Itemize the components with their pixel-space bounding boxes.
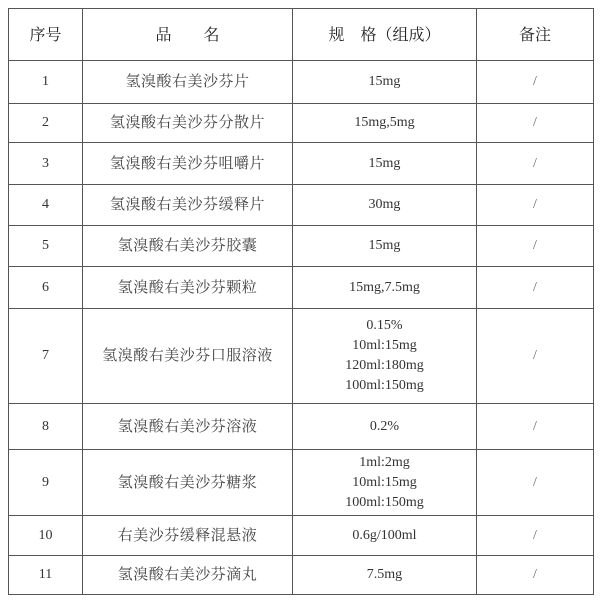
row-number: 1 bbox=[9, 61, 83, 104]
header-spec: 规 格（组成） bbox=[293, 9, 477, 61]
spec-line: 10ml:15mg bbox=[352, 338, 417, 353]
row-number: 6 bbox=[9, 267, 83, 309]
spec-line: 0.15% bbox=[366, 318, 403, 333]
specification bbox=[293, 267, 477, 309]
spec-line: 0.6g/100ml bbox=[352, 527, 417, 543]
spec-line: 7.5mg bbox=[366, 567, 403, 582]
spec-line: 15mg bbox=[368, 155, 401, 171]
remark: / bbox=[477, 61, 594, 104]
row-number: 7 bbox=[9, 309, 83, 404]
specification bbox=[293, 185, 477, 226]
table-row bbox=[9, 556, 594, 595]
product-name: 氢溴酸右美沙芬颗粒 bbox=[83, 267, 293, 309]
remark: / bbox=[477, 556, 594, 595]
spec-line: 30mg bbox=[368, 197, 401, 212]
table-row bbox=[9, 226, 594, 267]
remark: / bbox=[477, 450, 594, 516]
specification bbox=[293, 450, 477, 516]
specification bbox=[293, 226, 477, 267]
table-row bbox=[9, 143, 594, 185]
header-remark: 备注 bbox=[477, 9, 594, 61]
specification bbox=[293, 104, 477, 143]
spec-line: 10ml:15mg bbox=[352, 474, 417, 490]
drug-spec-table bbox=[8, 8, 594, 595]
remark: / bbox=[477, 404, 594, 450]
spec-line: 15mg,5mg bbox=[354, 115, 415, 130]
specification bbox=[293, 516, 477, 556]
table-row bbox=[9, 516, 594, 556]
spec-line: 15mg bbox=[368, 74, 401, 89]
row-number: 10 bbox=[9, 516, 83, 556]
product-name: 氢溴酸右美沙芬片 bbox=[83, 61, 293, 104]
specification bbox=[293, 61, 477, 104]
row-number: 11 bbox=[9, 556, 83, 595]
spec-line: 0.2% bbox=[369, 418, 400, 434]
product-name: 氢溴酸右美沙芬缓释片 bbox=[83, 185, 293, 226]
row-number: 3 bbox=[9, 143, 83, 185]
product-name: 氢溴酸右美沙芬咀嚼片 bbox=[83, 143, 293, 185]
spec-line: 15mg,7.5mg bbox=[349, 279, 420, 295]
spec-line: 15mg bbox=[368, 238, 401, 253]
specification bbox=[293, 309, 477, 404]
spec-line: 1ml:2mg bbox=[359, 454, 410, 470]
remark: / bbox=[477, 185, 594, 226]
remark: / bbox=[477, 104, 594, 143]
spec-line: 100ml:150mg bbox=[345, 378, 424, 393]
remark: / bbox=[477, 226, 594, 267]
product-name: 氢溴酸右美沙芬溶液 bbox=[83, 404, 293, 450]
spec-line: 120ml:180mg bbox=[345, 358, 424, 373]
spec-line: 100ml:150mg bbox=[345, 494, 424, 510]
product-name: 氢溴酸右美沙芬滴丸 bbox=[83, 556, 293, 595]
specification bbox=[293, 556, 477, 595]
remark: / bbox=[477, 516, 594, 556]
product-name: 氢溴酸右美沙芬口服溶液 bbox=[83, 309, 293, 404]
table-row bbox=[9, 309, 594, 404]
remark: / bbox=[477, 309, 594, 404]
remark: / bbox=[477, 143, 594, 185]
specification bbox=[293, 143, 477, 185]
row-number: 8 bbox=[9, 404, 83, 450]
row-number: 2 bbox=[9, 104, 83, 143]
table-row bbox=[9, 450, 594, 516]
row-number: 5 bbox=[9, 226, 83, 267]
table-row bbox=[9, 267, 594, 309]
table-row bbox=[9, 61, 594, 104]
table-row bbox=[9, 185, 594, 226]
remark: / bbox=[477, 267, 594, 309]
row-number: 9 bbox=[9, 450, 83, 516]
header-no: 序号 bbox=[9, 9, 83, 61]
row-number: 4 bbox=[9, 185, 83, 226]
product-name: 氢溴酸右美沙芬分散片 bbox=[83, 104, 293, 143]
product-name: 氢溴酸右美沙芬糖浆 bbox=[83, 450, 293, 516]
table-row bbox=[9, 404, 594, 450]
specification bbox=[293, 404, 477, 450]
product-name: 氢溴酸右美沙芬胶囊 bbox=[83, 226, 293, 267]
product-name: 右美沙芬缓释混悬液 bbox=[83, 516, 293, 556]
header-name: 品 名 bbox=[83, 9, 293, 61]
header-row bbox=[9, 9, 594, 61]
table-row bbox=[9, 104, 594, 143]
